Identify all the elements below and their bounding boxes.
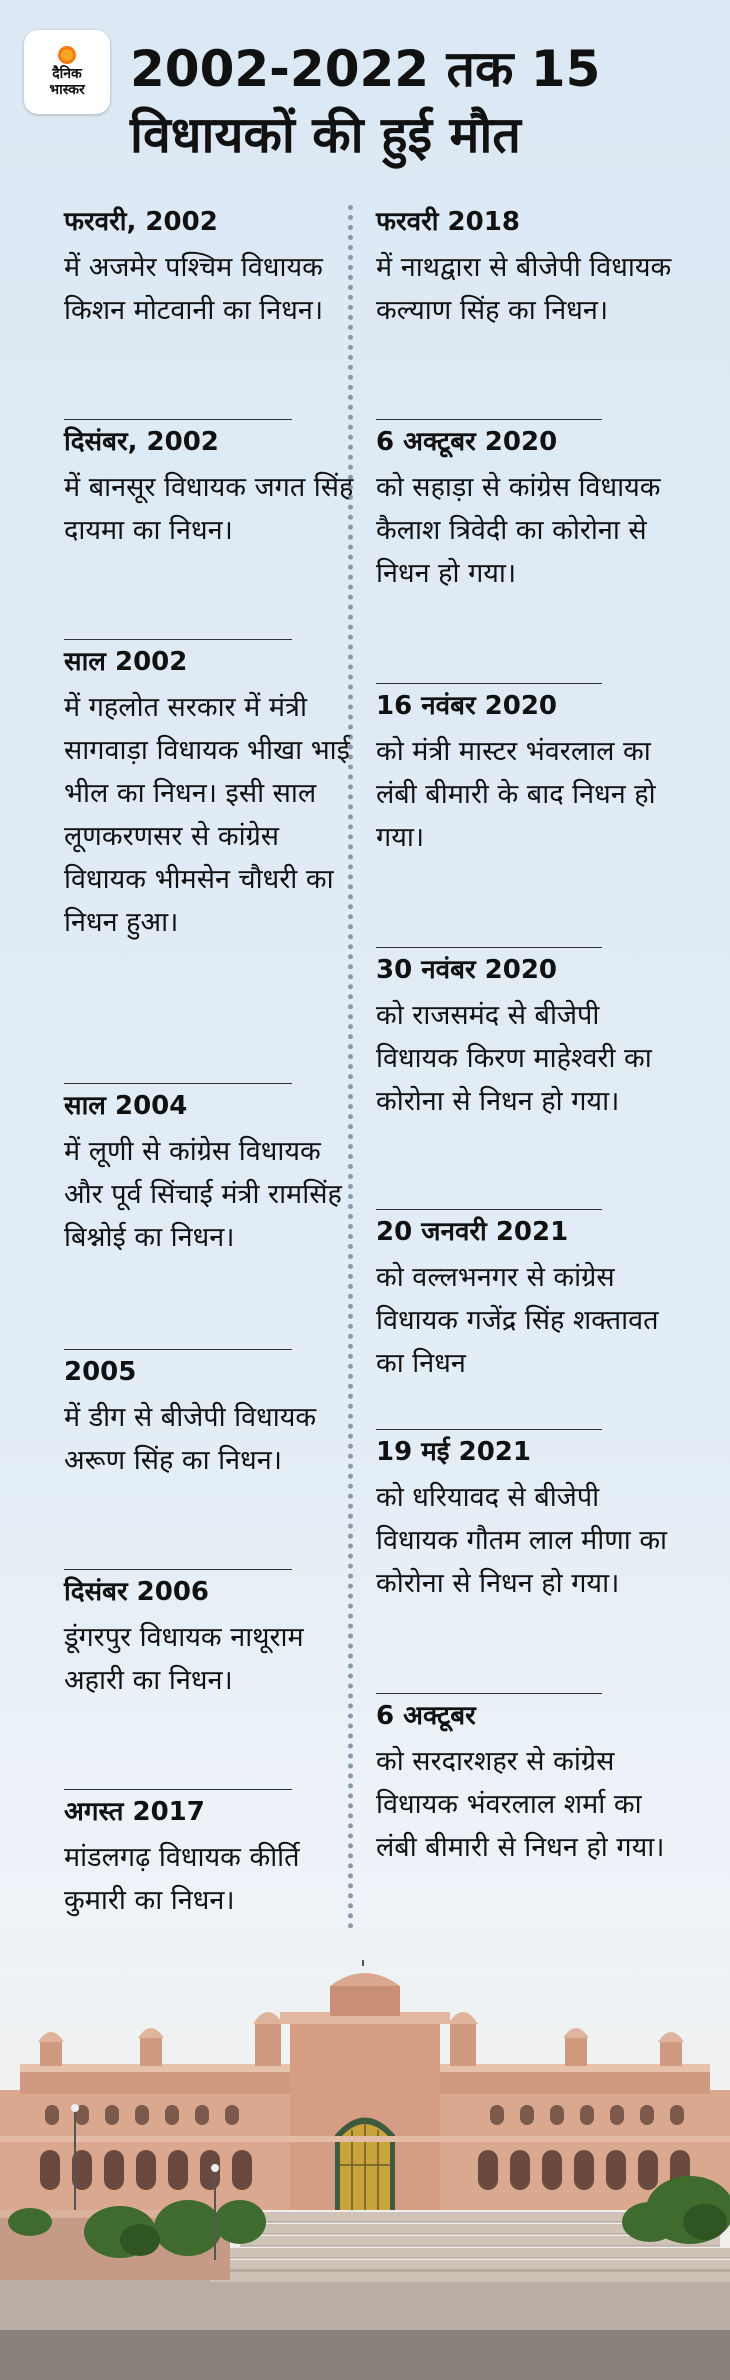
entry-text: में नाथद्वारा से बीजेपी विधायक कल्याण सिंह का निधन। [376, 252, 672, 326]
assembly-building-illustration [0, 1960, 730, 2380]
sun-icon [58, 46, 76, 64]
entry-text: में डीग से बीजेपी विधायक अरूण सिंह का निधन। [64, 1402, 317, 1476]
entry-text: को सरदारशहर से कांग्रेस विधायक भंवरलाल शर्मा का लंबी बीमारी से निधन हो गया। [376, 1746, 665, 1863]
list-item [376, 1434, 676, 1694]
entry-date: फरवरी 2018 [376, 207, 520, 237]
logo-line-2: भास्कर [49, 82, 85, 98]
list-item [64, 1574, 364, 1790]
entry-text: में अजमेर पश्चिम विधायक किशन मोटवानी का निधन। [64, 252, 324, 326]
list-item [64, 204, 364, 420]
entry-text: डूंगरपुर विधायक नाथूराम अहारी का निधन। [64, 1622, 304, 1696]
logo-line-1: दैनिक [52, 66, 82, 82]
dainik-bhaskar-logo [24, 30, 110, 114]
entry-date: 30 नवंबर 2020 [376, 955, 558, 985]
list-item [376, 1698, 676, 1968]
entry-divider [376, 419, 602, 420]
entry-divider [64, 639, 292, 640]
page-title: 2002-2022 तक 15 विधायकों की हुई मौत [130, 40, 601, 164]
entry-text: में लूणी से कांग्रेस विधायक और पूर्व सिंचाई मंत्री रामसिंह बिश्नोई का निधन। [64, 1136, 342, 1253]
left-column [64, 200, 364, 1994]
entry-divider [64, 419, 292, 420]
entry-date: अगस्त 2017 [64, 1797, 205, 1827]
entry-text: को राजसमंद से बीजेपी विधायक किरण माहेश्वरी का कोरोना से निधन हो गया। [376, 1000, 652, 1117]
entry-divider [64, 1569, 292, 1570]
entry-text: को सहाड़ा से कांग्रेस विधायक कैलाश त्रिवेदी का कोरोना से निधन हो गया। [376, 472, 661, 589]
entry-date: दिसंबर 2006 [64, 1577, 210, 1607]
entry-text: को धरियावद से बीजेपी विधायक गौतम लाल मीणा का कोरोना से निधन हो गया। [376, 1482, 668, 1599]
right-column [376, 200, 676, 1968]
entry-date: 16 नवंबर 2020 [376, 691, 558, 721]
entry-date: 20 जनवरी 2021 [376, 1217, 569, 1247]
list-item [64, 644, 364, 1084]
entry-date: 19 मई 2021 [376, 1437, 531, 1467]
entry-divider [376, 1429, 602, 1430]
entry-text: में बानसूर विधायक जगत सिंह दायमा का निधन। [64, 472, 354, 546]
entry-text: मांडलगढ़ विधायक कीर्ति कुमारी का निधन। [64, 1842, 300, 1916]
entry-date: साल 2004 [64, 1091, 188, 1121]
entry-divider [64, 1083, 292, 1084]
entry-divider [376, 1209, 602, 1210]
list-item [376, 204, 676, 420]
list-item [376, 952, 676, 1210]
entry-divider [376, 947, 602, 948]
list-item [376, 688, 676, 948]
list-item [64, 424, 364, 640]
entry-divider [376, 683, 602, 684]
entry-text: को वल्लभनगर से कांग्रेस विधायक गजेंद्र सिंह शक्तावत का निधन [376, 1262, 659, 1379]
list-item [376, 1214, 676, 1430]
entry-date: 6 अक्टूबर 2020 [376, 427, 558, 457]
entry-divider [64, 1349, 292, 1350]
entry-date: 2005 [64, 1357, 137, 1387]
entry-date: फरवरी, 2002 [64, 207, 218, 237]
list-item [64, 1354, 364, 1570]
entry-text: को मंत्री मास्टर भंवरलाल का लंबी बीमारी के बाद निधन हो गया। [376, 736, 656, 853]
entry-date: दिसंबर, 2002 [64, 427, 219, 457]
entry-date: 6 अक्टूबर [376, 1701, 476, 1731]
entry-divider [64, 1789, 292, 1790]
entry-divider [376, 1693, 602, 1694]
list-item [376, 424, 676, 684]
entry-text: में गहलोत सरकार में मंत्री सागवाड़ा विधायक भीखा भाई भील का निधन। इसी साल लूणकरणसर से कांग्रेस विधायक भीमसेन चौधरी का निधन हुआ। [64, 692, 350, 938]
entry-date: साल 2002 [64, 647, 188, 677]
list-item [64, 1088, 364, 1350]
